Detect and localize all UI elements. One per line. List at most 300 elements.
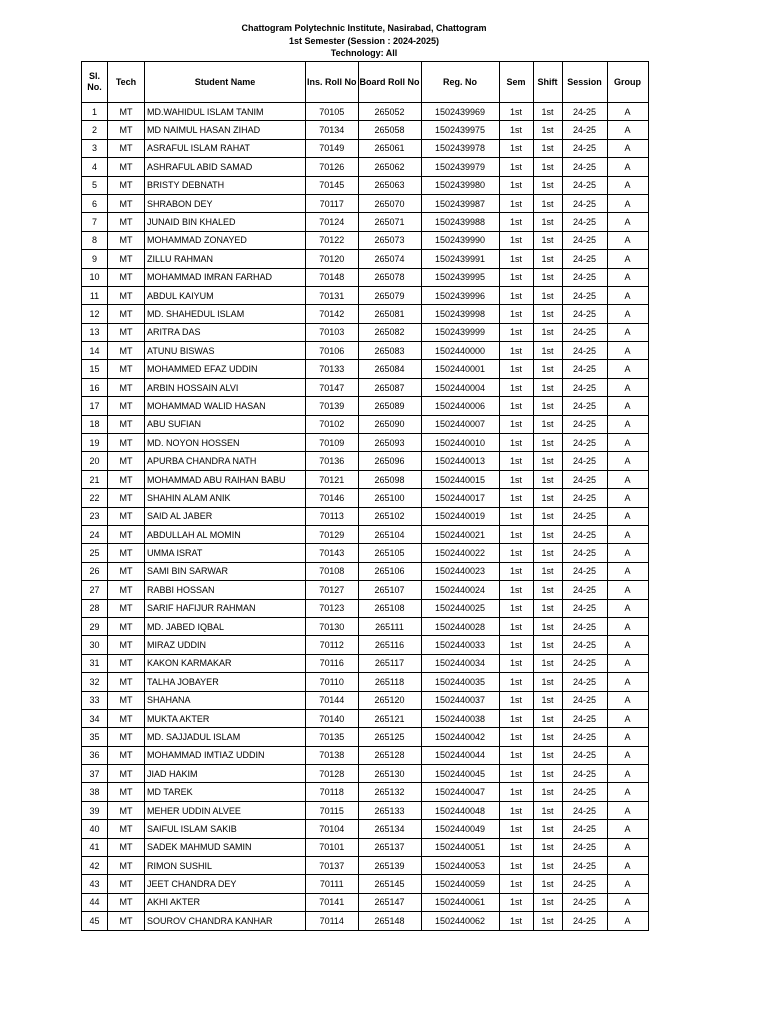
board-roll-cell: 265133 bbox=[358, 801, 421, 819]
table-row bbox=[82, 746, 649, 764]
student-name-cell: MOHAMMAD WALID HASAN bbox=[145, 397, 306, 415]
sl-no-cell: 33 bbox=[82, 691, 108, 709]
student-name-cell: ASRAFUL ISLAM RAHAT bbox=[145, 139, 306, 157]
sl-no-cell: 20 bbox=[82, 452, 108, 470]
board-roll-cell: 265084 bbox=[358, 360, 421, 378]
sem-cell: 1st bbox=[499, 342, 533, 360]
board-roll-cell: 265111 bbox=[358, 617, 421, 635]
ins-roll-cell: 70101 bbox=[306, 838, 359, 856]
shift-cell: 1st bbox=[533, 507, 562, 525]
table-row bbox=[82, 544, 649, 562]
session-cell: 24-25 bbox=[562, 820, 607, 838]
board-roll-cell: 265100 bbox=[358, 489, 421, 507]
sl-no-cell: 30 bbox=[82, 636, 108, 654]
table-row bbox=[82, 470, 649, 488]
ins-roll-cell: 70138 bbox=[306, 746, 359, 764]
shift-cell: 1st bbox=[533, 746, 562, 764]
student-name-cell: SOUROV CHANDRA KANHAR bbox=[145, 912, 306, 930]
table-row bbox=[82, 434, 649, 452]
sem-cell: 1st bbox=[499, 838, 533, 856]
student-name-cell: RABBI HOSSAN bbox=[145, 581, 306, 599]
sem-cell: 1st bbox=[499, 709, 533, 727]
reg-no-cell: 1502440037 bbox=[421, 691, 499, 709]
sem-cell: 1st bbox=[499, 103, 533, 121]
session-cell: 24-25 bbox=[562, 213, 607, 231]
shift-cell: 1st bbox=[533, 103, 562, 121]
sl-no-cell: 35 bbox=[82, 728, 108, 746]
session-cell: 24-25 bbox=[562, 158, 607, 176]
tech-cell: MT bbox=[108, 765, 145, 783]
ins-roll-cell: 70147 bbox=[306, 378, 359, 396]
session-cell: 24-25 bbox=[562, 525, 607, 543]
table-row bbox=[82, 176, 649, 194]
shift-cell: 1st bbox=[533, 250, 562, 268]
board-roll-cell: 265078 bbox=[358, 268, 421, 286]
student-name-cell: RIMON SUSHIL bbox=[145, 857, 306, 875]
sem-cell: 1st bbox=[499, 544, 533, 562]
student-list-table bbox=[81, 61, 649, 931]
session-cell: 24-25 bbox=[562, 838, 607, 856]
table-row bbox=[82, 691, 649, 709]
table-row bbox=[82, 673, 649, 691]
sl-no-cell: 34 bbox=[82, 709, 108, 727]
sl-no-cell: 27 bbox=[82, 581, 108, 599]
student-name-cell: ABU SUFIAN bbox=[145, 415, 306, 433]
sem-cell: 1st bbox=[499, 673, 533, 691]
session-cell: 24-25 bbox=[562, 397, 607, 415]
table-row bbox=[82, 820, 649, 838]
sem-cell: 1st bbox=[499, 250, 533, 268]
group-cell: A bbox=[607, 489, 648, 507]
group-cell: A bbox=[607, 599, 648, 617]
group-cell: A bbox=[607, 562, 648, 580]
ins-roll-cell: 70139 bbox=[306, 397, 359, 415]
group-cell: A bbox=[607, 397, 648, 415]
reg-no-cell: 1502439978 bbox=[421, 139, 499, 157]
group-cell: A bbox=[607, 654, 648, 672]
board-roll-cell: 265130 bbox=[358, 765, 421, 783]
sem-cell: 1st bbox=[499, 121, 533, 139]
reg-no-cell: 1502440035 bbox=[421, 673, 499, 691]
board-roll-cell: 265102 bbox=[358, 507, 421, 525]
tech-cell: MT bbox=[108, 489, 145, 507]
ins-roll-cell: 70136 bbox=[306, 452, 359, 470]
group-cell: A bbox=[607, 673, 648, 691]
column-header-tech: Tech bbox=[108, 62, 145, 103]
student-name-cell: JIAD HAKIM bbox=[145, 765, 306, 783]
board-roll-cell: 265137 bbox=[358, 838, 421, 856]
sl-no-cell: 3 bbox=[82, 139, 108, 157]
reg-no-cell: 1502439995 bbox=[421, 268, 499, 286]
reg-no-cell: 1502440024 bbox=[421, 581, 499, 599]
table-row bbox=[82, 250, 649, 268]
group-cell: A bbox=[607, 636, 648, 654]
shift-cell: 1st bbox=[533, 709, 562, 727]
group-cell: A bbox=[607, 544, 648, 562]
ins-roll-cell: 70115 bbox=[306, 801, 359, 819]
sl-no-cell: 16 bbox=[82, 378, 108, 396]
table-row bbox=[82, 268, 649, 286]
reg-no-cell: 1502440033 bbox=[421, 636, 499, 654]
ins-roll-cell: 70123 bbox=[306, 599, 359, 617]
tech-cell: MT bbox=[108, 378, 145, 396]
session-cell: 24-25 bbox=[562, 544, 607, 562]
sl-no-cell: 18 bbox=[82, 415, 108, 433]
sem-cell: 1st bbox=[499, 286, 533, 304]
shift-cell: 1st bbox=[533, 654, 562, 672]
sl-no-cell: 9 bbox=[82, 250, 108, 268]
group-cell: A bbox=[607, 452, 648, 470]
sem-cell: 1st bbox=[499, 746, 533, 764]
table-row bbox=[82, 397, 649, 415]
session-cell: 24-25 bbox=[562, 912, 607, 930]
board-roll-cell: 265074 bbox=[358, 250, 421, 268]
tech-cell: MT bbox=[108, 893, 145, 911]
ins-roll-cell: 70149 bbox=[306, 139, 359, 157]
tech-cell: MT bbox=[108, 305, 145, 323]
tech-cell: MT bbox=[108, 121, 145, 139]
tech-cell: MT bbox=[108, 103, 145, 121]
document-header bbox=[0, 22, 728, 60]
table-row bbox=[82, 599, 649, 617]
sl-no-cell: 43 bbox=[82, 875, 108, 893]
tech-cell: MT bbox=[108, 783, 145, 801]
sl-no-cell: 7 bbox=[82, 213, 108, 231]
sem-cell: 1st bbox=[499, 194, 533, 212]
reg-no-cell: 1502440017 bbox=[421, 489, 499, 507]
session-cell: 24-25 bbox=[562, 305, 607, 323]
tech-cell: MT bbox=[108, 250, 145, 268]
student-name-cell: SHRABON DEY bbox=[145, 194, 306, 212]
reg-no-cell: 1502440028 bbox=[421, 617, 499, 635]
table-row bbox=[82, 857, 649, 875]
column-header-sl-no: Sl. No. bbox=[82, 62, 108, 103]
student-name-cell: SAMI BIN SARWAR bbox=[145, 562, 306, 580]
ins-roll-cell: 70114 bbox=[306, 912, 359, 930]
shift-cell: 1st bbox=[533, 194, 562, 212]
board-roll-cell: 265098 bbox=[358, 470, 421, 488]
session-cell: 24-25 bbox=[562, 323, 607, 341]
shift-cell: 1st bbox=[533, 599, 562, 617]
session-cell: 24-25 bbox=[562, 617, 607, 635]
column-header-ins-roll-no: Ins. Roll No bbox=[306, 62, 359, 103]
group-cell: A bbox=[607, 342, 648, 360]
ins-roll-cell: 70121 bbox=[306, 470, 359, 488]
table-row bbox=[82, 765, 649, 783]
table-row bbox=[82, 378, 649, 396]
reg-no-cell: 1502440047 bbox=[421, 783, 499, 801]
shift-cell: 1st bbox=[533, 801, 562, 819]
reg-no-cell: 1502440034 bbox=[421, 654, 499, 672]
shift-cell: 1st bbox=[533, 728, 562, 746]
tech-cell: MT bbox=[108, 525, 145, 543]
shift-cell: 1st bbox=[533, 820, 562, 838]
table-row bbox=[82, 875, 649, 893]
table-row bbox=[82, 213, 649, 231]
session-cell: 24-25 bbox=[562, 176, 607, 194]
shift-cell: 1st bbox=[533, 213, 562, 231]
student-name-cell: MD NAIMUL HASAN ZIHAD bbox=[145, 121, 306, 139]
reg-no-cell: 1502440000 bbox=[421, 342, 499, 360]
reg-no-cell: 1502439975 bbox=[421, 121, 499, 139]
table-row bbox=[82, 912, 649, 930]
shift-cell: 1st bbox=[533, 617, 562, 635]
student-name-cell: MD. NOYON HOSSEN bbox=[145, 434, 306, 452]
sl-no-cell: 23 bbox=[82, 507, 108, 525]
board-roll-cell: 265089 bbox=[358, 397, 421, 415]
shift-cell: 1st bbox=[533, 452, 562, 470]
session-cell: 24-25 bbox=[562, 434, 607, 452]
sl-no-cell: 12 bbox=[82, 305, 108, 323]
group-cell: A bbox=[607, 581, 648, 599]
table-row bbox=[82, 507, 649, 525]
table-row bbox=[82, 305, 649, 323]
sem-cell: 1st bbox=[499, 434, 533, 452]
tech-cell: MT bbox=[108, 820, 145, 838]
sl-no-cell: 21 bbox=[82, 470, 108, 488]
reg-no-cell: 1502439987 bbox=[421, 194, 499, 212]
ins-roll-cell: 70130 bbox=[306, 617, 359, 635]
tech-cell: MT bbox=[108, 176, 145, 194]
sl-no-cell: 24 bbox=[82, 525, 108, 543]
session-cell: 24-25 bbox=[562, 636, 607, 654]
ins-roll-cell: 70127 bbox=[306, 581, 359, 599]
group-cell: A bbox=[607, 268, 648, 286]
shift-cell: 1st bbox=[533, 783, 562, 801]
board-roll-cell: 265116 bbox=[358, 636, 421, 654]
column-header-sem: Sem bbox=[499, 62, 533, 103]
ins-roll-cell: 70134 bbox=[306, 121, 359, 139]
sem-cell: 1st bbox=[499, 691, 533, 709]
tech-cell: MT bbox=[108, 801, 145, 819]
student-name-cell: MOHAMMAD IMTIAZ UDDIN bbox=[145, 746, 306, 764]
group-cell: A bbox=[607, 158, 648, 176]
student-name-cell: BRISTY DEBNATH bbox=[145, 176, 306, 194]
table-row bbox=[82, 342, 649, 360]
sem-cell: 1st bbox=[499, 875, 533, 893]
board-roll-cell: 265108 bbox=[358, 599, 421, 617]
table-row bbox=[82, 360, 649, 378]
board-roll-cell: 265145 bbox=[358, 875, 421, 893]
group-cell: A bbox=[607, 121, 648, 139]
sem-cell: 1st bbox=[499, 489, 533, 507]
sl-no-cell: 1 bbox=[82, 103, 108, 121]
sl-no-cell: 19 bbox=[82, 434, 108, 452]
group-cell: A bbox=[607, 617, 648, 635]
group-cell: A bbox=[607, 765, 648, 783]
table-row bbox=[82, 194, 649, 212]
reg-no-cell: 1502440010 bbox=[421, 434, 499, 452]
reg-no-cell: 1502440061 bbox=[421, 893, 499, 911]
session-cell: 24-25 bbox=[562, 709, 607, 727]
group-cell: A bbox=[607, 305, 648, 323]
student-name-cell: SHAHANA bbox=[145, 691, 306, 709]
group-cell: A bbox=[607, 801, 648, 819]
group-cell: A bbox=[607, 139, 648, 157]
sem-cell: 1st bbox=[499, 397, 533, 415]
sl-no-cell: 42 bbox=[82, 857, 108, 875]
ins-roll-cell: 70148 bbox=[306, 268, 359, 286]
shift-cell: 1st bbox=[533, 470, 562, 488]
sem-cell: 1st bbox=[499, 617, 533, 635]
ins-roll-cell: 70117 bbox=[306, 194, 359, 212]
column-header-group: Group bbox=[607, 62, 648, 103]
session-cell: 24-25 bbox=[562, 139, 607, 157]
ins-roll-cell: 70112 bbox=[306, 636, 359, 654]
shift-cell: 1st bbox=[533, 286, 562, 304]
group-cell: A bbox=[607, 470, 648, 488]
student-name-cell: MOHAMMAD ABU RAIHAN BABU bbox=[145, 470, 306, 488]
group-cell: A bbox=[607, 507, 648, 525]
shift-cell: 1st bbox=[533, 434, 562, 452]
student-name-cell: MD. SHAHEDUL ISLAM bbox=[145, 305, 306, 323]
sem-cell: 1st bbox=[499, 525, 533, 543]
ins-roll-cell: 70141 bbox=[306, 893, 359, 911]
session-cell: 24-25 bbox=[562, 507, 607, 525]
shift-cell: 1st bbox=[533, 378, 562, 396]
semester-subtitle: 1st Semester (Session : 2024-2025) bbox=[288, 35, 440, 46]
ins-roll-cell: 70145 bbox=[306, 176, 359, 194]
table-row bbox=[82, 562, 649, 580]
group-cell: A bbox=[607, 176, 648, 194]
reg-no-cell: 1502440001 bbox=[421, 360, 499, 378]
sl-no-cell: 29 bbox=[82, 617, 108, 635]
group-cell: A bbox=[607, 525, 648, 543]
table-row bbox=[82, 783, 649, 801]
shift-cell: 1st bbox=[533, 489, 562, 507]
sl-no-cell: 38 bbox=[82, 783, 108, 801]
ins-roll-cell: 70124 bbox=[306, 213, 359, 231]
reg-no-cell: 1502440007 bbox=[421, 415, 499, 433]
reg-no-cell: 1502440053 bbox=[421, 857, 499, 875]
shift-cell: 1st bbox=[533, 838, 562, 856]
group-cell: A bbox=[607, 746, 648, 764]
sl-no-cell: 39 bbox=[82, 801, 108, 819]
reg-no-cell: 1502440051 bbox=[421, 838, 499, 856]
board-roll-cell: 265093 bbox=[358, 434, 421, 452]
sem-cell: 1st bbox=[499, 581, 533, 599]
session-cell: 24-25 bbox=[562, 765, 607, 783]
ins-roll-cell: 70146 bbox=[306, 489, 359, 507]
shift-cell: 1st bbox=[533, 342, 562, 360]
board-roll-cell: 265079 bbox=[358, 286, 421, 304]
board-roll-cell: 265147 bbox=[358, 893, 421, 911]
sem-cell: 1st bbox=[499, 231, 533, 249]
tech-cell: MT bbox=[108, 875, 145, 893]
group-cell: A bbox=[607, 231, 648, 249]
column-header-session: Session bbox=[562, 62, 607, 103]
group-cell: A bbox=[607, 194, 648, 212]
session-cell: 24-25 bbox=[562, 268, 607, 286]
reg-no-cell: 1502439980 bbox=[421, 176, 499, 194]
column-header-board-roll-no: Board Roll No bbox=[358, 62, 421, 103]
shift-cell: 1st bbox=[533, 176, 562, 194]
shift-cell: 1st bbox=[533, 305, 562, 323]
sem-cell: 1st bbox=[499, 176, 533, 194]
ins-roll-cell: 70120 bbox=[306, 250, 359, 268]
ins-roll-cell: 70106 bbox=[306, 342, 359, 360]
reg-no-cell: 1502440044 bbox=[421, 746, 499, 764]
group-cell: A bbox=[607, 323, 648, 341]
ins-roll-cell: 70103 bbox=[306, 323, 359, 341]
group-cell: A bbox=[607, 434, 648, 452]
tech-cell: MT bbox=[108, 286, 145, 304]
sl-no-cell: 31 bbox=[82, 654, 108, 672]
board-roll-cell: 265070 bbox=[358, 194, 421, 212]
shift-cell: 1st bbox=[533, 691, 562, 709]
table-row bbox=[82, 893, 649, 911]
tech-cell: MT bbox=[108, 194, 145, 212]
session-cell: 24-25 bbox=[562, 415, 607, 433]
group-cell: A bbox=[607, 286, 648, 304]
ins-roll-cell: 70113 bbox=[306, 507, 359, 525]
ins-roll-cell: 70131 bbox=[306, 286, 359, 304]
table-row bbox=[82, 323, 649, 341]
sem-cell: 1st bbox=[499, 415, 533, 433]
table-row bbox=[82, 158, 649, 176]
ins-roll-cell: 70137 bbox=[306, 857, 359, 875]
student-name-cell: ZILLU RAHMAN bbox=[145, 250, 306, 268]
reg-no-cell: 1502440049 bbox=[421, 820, 499, 838]
reg-no-cell: 1502439999 bbox=[421, 323, 499, 341]
table-row bbox=[82, 231, 649, 249]
board-roll-cell: 265082 bbox=[358, 323, 421, 341]
reg-no-cell: 1502440013 bbox=[421, 452, 499, 470]
student-name-cell: MOHAMMAD IMRAN FARHAD bbox=[145, 268, 306, 286]
reg-no-cell: 1502440048 bbox=[421, 801, 499, 819]
sem-cell: 1st bbox=[499, 857, 533, 875]
group-cell: A bbox=[607, 783, 648, 801]
shift-cell: 1st bbox=[533, 544, 562, 562]
student-name-cell: MD. SAJJADUL ISLAM bbox=[145, 728, 306, 746]
session-cell: 24-25 bbox=[562, 599, 607, 617]
session-cell: 24-25 bbox=[562, 691, 607, 709]
sl-no-cell: 36 bbox=[82, 746, 108, 764]
sl-no-cell: 26 bbox=[82, 562, 108, 580]
sem-cell: 1st bbox=[499, 728, 533, 746]
shift-cell: 1st bbox=[533, 268, 562, 286]
group-cell: A bbox=[607, 360, 648, 378]
column-header-reg-no: Reg. No bbox=[421, 62, 499, 103]
tech-cell: MT bbox=[108, 397, 145, 415]
group-cell: A bbox=[607, 691, 648, 709]
table-row bbox=[82, 489, 649, 507]
session-cell: 24-25 bbox=[562, 231, 607, 249]
technology-subtitle: Technology: All bbox=[330, 48, 398, 58]
shift-cell: 1st bbox=[533, 581, 562, 599]
ins-roll-cell: 70142 bbox=[306, 305, 359, 323]
tech-cell: MT bbox=[108, 434, 145, 452]
student-name-cell: ABDULLAH AL MOMIN bbox=[145, 525, 306, 543]
session-cell: 24-25 bbox=[562, 801, 607, 819]
shift-cell: 1st bbox=[533, 765, 562, 783]
ins-roll-cell: 70129 bbox=[306, 525, 359, 543]
board-roll-cell: 265081 bbox=[358, 305, 421, 323]
session-cell: 24-25 bbox=[562, 783, 607, 801]
sem-cell: 1st bbox=[499, 507, 533, 525]
session-cell: 24-25 bbox=[562, 728, 607, 746]
board-roll-cell: 265096 bbox=[358, 452, 421, 470]
reg-no-cell: 1502440004 bbox=[421, 378, 499, 396]
ins-roll-cell: 70111 bbox=[306, 875, 359, 893]
session-cell: 24-25 bbox=[562, 250, 607, 268]
sem-cell: 1st bbox=[499, 912, 533, 930]
tech-cell: MT bbox=[108, 746, 145, 764]
board-roll-cell: 265148 bbox=[358, 912, 421, 930]
sem-cell: 1st bbox=[499, 378, 533, 396]
reg-no-cell: 1502440015 bbox=[421, 470, 499, 488]
tech-cell: MT bbox=[108, 857, 145, 875]
